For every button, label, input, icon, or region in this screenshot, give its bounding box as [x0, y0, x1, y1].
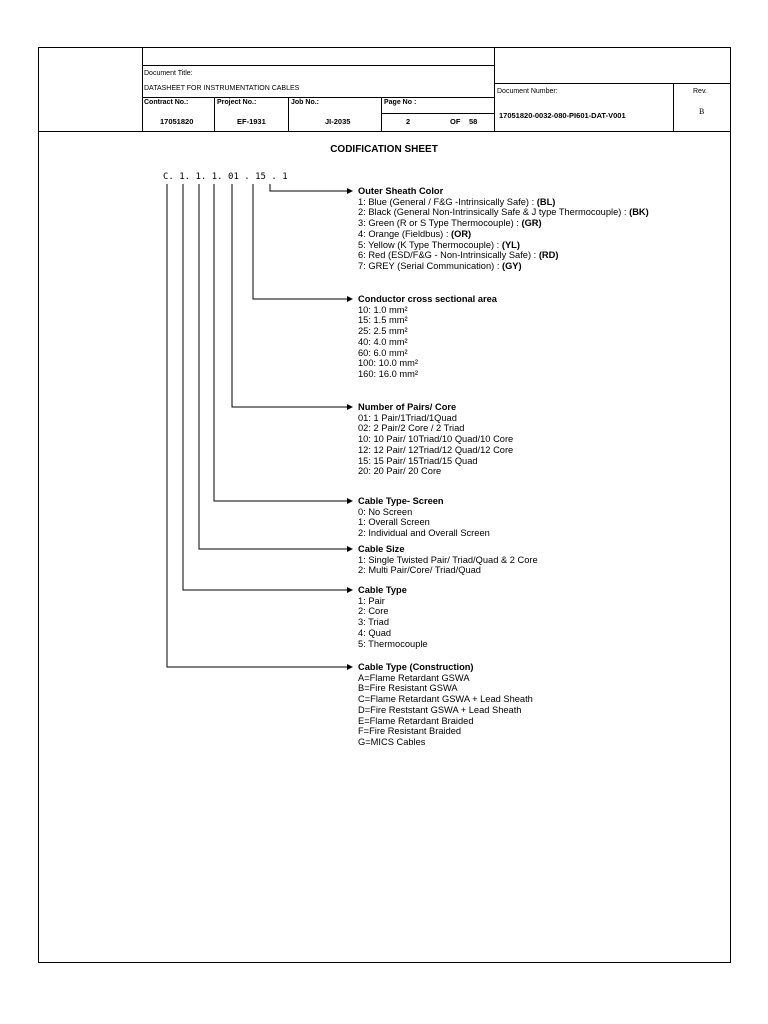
section-heading: Outer Sheath Color — [358, 186, 444, 196]
list-item: 2: Individual and Overall Screen — [358, 528, 490, 539]
project-label: Project No.: — [217, 99, 257, 106]
list-item: 1: Overall Screen — [358, 517, 430, 528]
section-heading: Cable Type (Construction) — [358, 662, 474, 672]
project-value: EF-1931 — [237, 117, 266, 126]
section-cable-screen — [358, 496, 490, 539]
section-heading: Cable Type- Screen — [358, 496, 444, 506]
section-heading: Cable Type — [358, 585, 407, 595]
list-item: 7: GREY (Serial Communication) : (GY) — [358, 260, 522, 271]
page-of: OF — [450, 117, 461, 126]
list-item: 40: 4.0 mm² — [358, 336, 408, 347]
header-project-divider — [214, 97, 215, 131]
list-item: 6: Red (ESD/F&G - Non-Intrinsically Safe) : (RD) — [358, 250, 559, 261]
list-item: B=Fire Resistant GSWA — [358, 683, 458, 694]
page-title: CODIFICATION SHEET — [330, 144, 438, 155]
section-conductor-area — [358, 294, 497, 380]
list-item: D=Fire Reststant GSWA + Lead Sheath — [358, 704, 522, 715]
section-outer-sheath-color — [358, 186, 649, 272]
header-docnum-divider — [494, 47, 495, 131]
page-total: 58 — [469, 117, 478, 126]
section-heading: Number of Pairs/ Core — [358, 402, 457, 412]
section-cable-size — [358, 544, 538, 576]
page-label: Page No : — [384, 99, 417, 106]
list-item: 5: Thermocouple — [358, 638, 428, 649]
list-item: 1: Blue (General / F&G -Intrinsically Safe) : (BL) — [358, 196, 556, 207]
doc-number-value: 17051820-0032-080-PI601-DAT-V001 — [499, 111, 626, 120]
list-item: 4: Orange (Fieldbus) : (OR) — [358, 228, 472, 239]
section-cable-construction — [358, 662, 533, 748]
list-item: 15: 15 Pair/ 15Triad/15 Quad — [358, 455, 478, 466]
list-item: E=Flame Retardant Braided — [358, 715, 474, 726]
list-item: 1: Pair — [358, 595, 385, 606]
page-value: 2 — [406, 117, 411, 126]
list-item: 12: 12 Pair/ 12Triad/12 Quad/12 Core — [358, 444, 514, 455]
list-item: 15: 1.5 mm² — [358, 315, 408, 326]
list-item: 20: 20 Pair/ 20 Core — [358, 466, 442, 477]
job-value: JI-2035 — [325, 117, 351, 126]
section-heading: Conductor cross sectional area — [358, 294, 497, 304]
list-item: 1: Single Twisted Pair/ Triad/Quad & 2 Core — [358, 554, 538, 565]
list-item: 10: 10 Pair/ 10Triad/10 Quad/10 Core — [358, 434, 514, 445]
list-item: 02: 2 Pair/2 Core / 2 Triad — [358, 423, 465, 434]
contract-label: Contract No.: — [144, 99, 189, 106]
list-item: 4: Quad — [358, 627, 392, 638]
contract-value: 17051820 — [160, 117, 194, 126]
rev-label: Rev. — [693, 88, 707, 95]
job-label: Job No.: — [291, 99, 319, 106]
list-item: 3: Triad — [358, 617, 390, 628]
section-pairs-core — [358, 402, 513, 477]
header-row-rule-2 — [142, 97, 494, 98]
header-bottom-rule — [38, 131, 731, 132]
list-item: G=MICS Cables — [358, 736, 426, 747]
list-item: F=Fire Resistant Braided — [358, 726, 462, 737]
header-row-rule-1 — [142, 65, 494, 66]
header-page-rule — [381, 113, 494, 114]
doc-number-label: Document Number: — [497, 88, 558, 95]
rev-value: B — [699, 107, 705, 116]
header-left-divider — [142, 47, 143, 131]
header-page-divider — [381, 97, 382, 131]
list-item: 25: 2.5 mm² — [358, 326, 408, 337]
doc-title-label: Document Title: — [144, 70, 193, 77]
list-item: 60: 6.0 mm² — [358, 347, 408, 358]
list-item: 3: Green (R or S Type Thermocouple) : (GR) — [358, 218, 542, 229]
list-item: 0: No Screen — [358, 506, 413, 517]
doc-title-value: DATASHEET FOR INSTRUMENTATION CABLES — [144, 85, 300, 92]
list-item: 100: 10.0 mm² — [358, 358, 418, 369]
header-job-divider — [288, 97, 289, 131]
code-string: C. 1. 1. 1. 01 . 15 . 1 — [163, 172, 288, 182]
list-item: 10: 1.0 mm² — [358, 304, 408, 315]
list-item: 2: Multi Pair/Core/ Triad/Quad — [358, 565, 481, 576]
header-docnum-rule — [494, 83, 731, 84]
list-item: 2: Black (General Non-Intrinsically Safe & J type Thermocouple) : (BK) — [358, 207, 649, 218]
list-item: 160: 16.0 mm² — [358, 368, 418, 379]
list-item: A=Flame Retardant GSWA — [358, 672, 470, 683]
list-item: 01: 1 Pair/1Triad/1Quad — [358, 412, 457, 423]
section-heading: Cable Size — [358, 544, 405, 554]
list-item: 5: Yellow (K Type Thermocouple) : (YL) — [358, 239, 520, 250]
list-item: C=Flame Retardant GSWA + Lead Sheath — [358, 694, 533, 705]
section-cable-type — [358, 585, 428, 649]
header-rev-divider — [673, 83, 674, 131]
list-item: 2: Core — [358, 606, 389, 617]
